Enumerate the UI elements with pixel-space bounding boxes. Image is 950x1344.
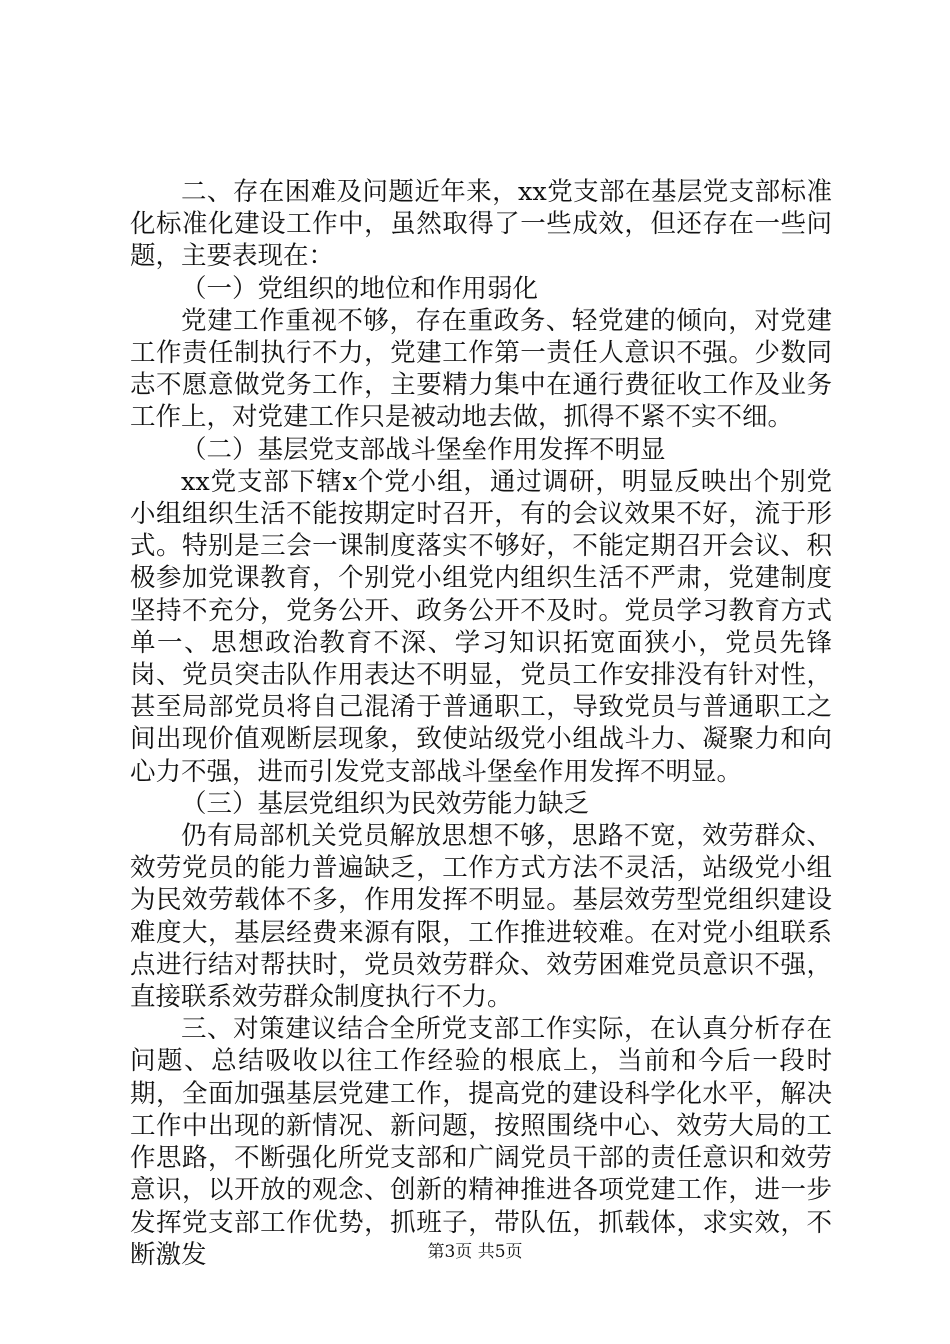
section-heading-3: （三）基层党组织为民效劳能力缺乏 (181, 788, 590, 819)
paragraph-countermeasures: 三、对策建议结合全所党支部工作实际，在认真分析存在问题、总结吸收以往工作经验的根底上，当前和今后一段时期，全面加强基层党建工作，提高党的建设科学化水平，解决工作中出现的新情况、新问题，按照围绕中心、效劳大局的工作思路，不断强化所党支部和广阔党员干部的责任意识和效劳意识，以开放的观念、创新的精神推进各项党建工作，进一步发挥党支部工作优势，抓班子，带队伍，抓载体，求实效，不断激发 (130, 1014, 832, 1270)
paragraph-section-3: 仍有局部机关党员解放思想不够，思路不宽，效劳群众、效劳党员的能力普遍缺乏，工作方式方法不灵活，站级党小组为民效劳载体不多，作用发挥不明显。基层效劳型党组织建设难度大，基层经费来源有限，工作推进较难。在对党小组联系点进行结对帮扶时，党员效劳群众、效劳困难党员意识不强，直接联系效劳群众制度执行不力。 (130, 821, 832, 1013)
document-body (130, 176, 832, 1271)
page-number-footer: 第3页 共5页 (427, 1242, 523, 1262)
paragraph-difficulties-intro: 二、存在困难及问题近年来，xx党支部在基层党支部标准化标准化建设工作中，虽然取得了一些成效，但还存在一些问题，主要表现在： (130, 177, 832, 272)
paragraph-section-2: xx党支部下辖x个党小组，通过调研，明显反映出个别党小组组织生活不能按期定时召开，有的会议效果不好，流于形式。特别是三会一课制度落实不够好，不能定期召开会议、积极参加党课教育，个别党小组党内组织生活不严肃，党建制度坚持不充分，党务公开、政务公开不及时。党员学习教育方式单一、思想政治教育不深、学习知识拓宽面狭小，党员先锋岗、党员突击队作用表达不明显，党员工作安排没有针对性，甚至局部党员将自己混淆于普通职工，导致党员与普通职工之间出现价值观断层现象，致使站级党小组战斗力、凝聚力和向心力不强，进而引发党支部战斗堡垒作用发挥不明显。 (130, 466, 832, 787)
section-heading-1: （一）党组织的地位和作用弱化 (181, 273, 539, 304)
section-heading-2: （二）基层党支部战斗堡垒作用发挥不明显 (181, 434, 666, 465)
paragraph-section-1: 党建工作重视不够，存在重政务、轻党建的倾向，对党建工作责任制执行不力，党建工作第一责任人意识不强。少数同志不愿意做党务工作，主要精力集中在通行费征收工作及业务工作上，对党建工作只是被动地去做，抓得不紧不实不细。 (130, 305, 832, 433)
